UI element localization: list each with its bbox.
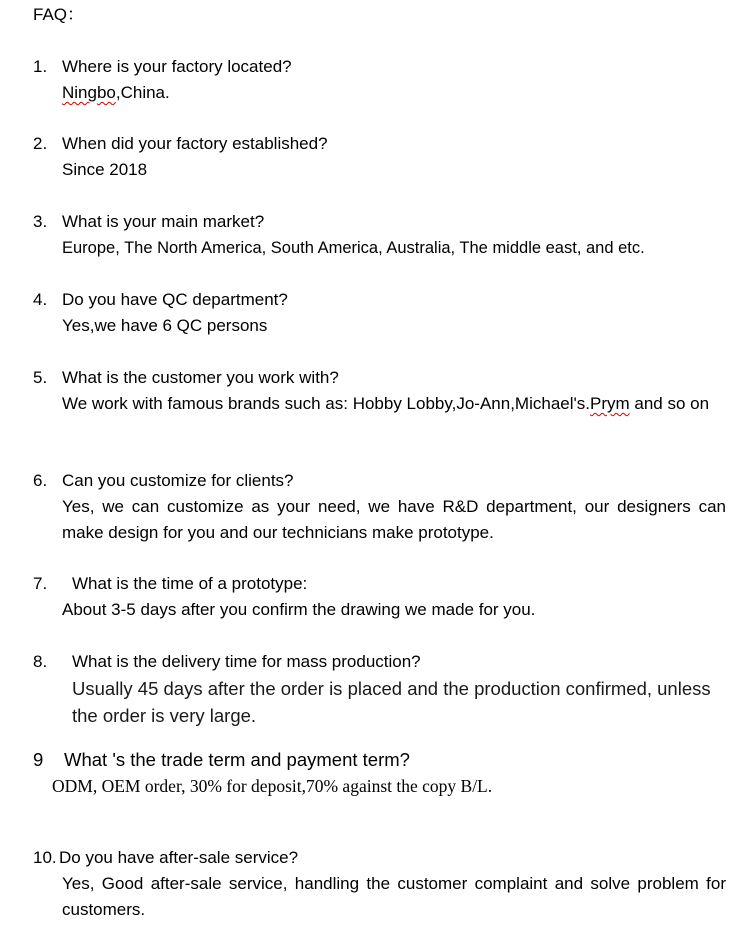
answer-text: Europe, The North America, South America, Australia, The middle east, and etc.	[62, 239, 645, 257]
answer-start: We work with famous brands such as: Hobby Lobby,Jo-Ann,Michael's.	[62, 394, 590, 413]
question-text: Do you have after-sale service?	[59, 848, 299, 867]
question-text: Do you have QC department?	[62, 290, 288, 309]
question-text: What is the time of a prototype:	[72, 574, 308, 593]
question-number: 2.	[33, 134, 48, 153]
question-text: Can you customize for clients?	[62, 471, 294, 490]
faq-item-3	[0, 209, 750, 261]
question-text: What 's the trade term and payment term?	[64, 749, 410, 770]
answer-text: Usually 45 days after the order is placed and the production confirmed, unless the order is very large.	[72, 678, 711, 726]
spellcheck-word: Prym	[589, 394, 630, 413]
question-text: What is the delivery time for mass production?	[72, 652, 421, 671]
faq-item-7	[0, 571, 750, 623]
question-number: 10.	[33, 848, 57, 867]
answer-rest: and so on	[629, 394, 710, 413]
question-number: 6.	[33, 471, 48, 490]
answer-text: Yes, Good after-sale service, handling the customer complaint and solve problem for customers.	[62, 874, 726, 919]
question-text: Where is your factory located?	[62, 57, 292, 76]
answer-text: Yes, we can customize as your need, we have R&D department, our designers can make design for you and our technicians make prototype.	[62, 497, 726, 542]
question-number: 3.	[33, 212, 48, 231]
faq-item-5	[0, 365, 750, 417]
faq-item-4	[0, 287, 750, 339]
question-number: 9	[33, 749, 44, 770]
answer-text: Since 2018	[62, 160, 148, 179]
faq-item-9	[0, 747, 750, 799]
question-number: 1.	[33, 57, 48, 76]
faq-heading: FAQ：	[33, 5, 85, 24]
answer-text	[62, 80, 726, 106]
question-text: What is your main market?	[62, 212, 265, 231]
question-text: When did your factory established?	[62, 134, 328, 153]
faq-item-10	[0, 845, 750, 923]
faq-item-2	[0, 131, 750, 183]
question-number: 7.	[33, 574, 48, 593]
answer-text: About 3-5 days after you confirm the drawing we made for you.	[62, 600, 536, 619]
answer-text	[62, 391, 726, 417]
answer-rest: ,China.	[115, 83, 170, 102]
faq-item-8	[0, 649, 750, 729]
question-number: 5.	[33, 368, 48, 387]
spellcheck-word: Ningbo	[62, 83, 116, 102]
answer-text: ODM, OEM order, 30% for deposit,70% against the copy B/L.	[52, 776, 493, 796]
faq-item-6	[0, 468, 750, 546]
question-number: 4.	[33, 290, 48, 309]
question-text: What is the customer you work with?	[62, 368, 339, 387]
answer-text: Yes,we have 6 QC persons	[62, 316, 268, 335]
question-number: 8.	[33, 652, 48, 671]
faq-item-1	[0, 54, 750, 106]
